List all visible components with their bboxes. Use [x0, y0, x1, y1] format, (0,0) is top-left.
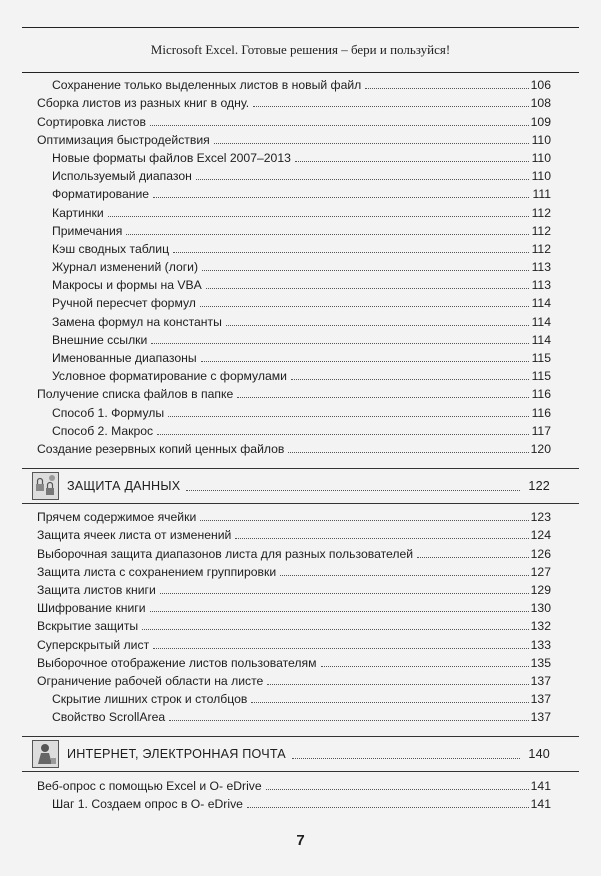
leader-dots	[108, 216, 545, 217]
leader-dots	[201, 361, 545, 362]
toc-entry-title: Внешние ссылки	[52, 332, 148, 347]
toc-entry	[0, 365, 601, 383]
toc-entry-page: 123	[530, 510, 551, 525]
leader-dots	[168, 416, 545, 417]
toc-entry-page: 117	[531, 423, 551, 438]
toc-entry	[0, 274, 601, 292]
leader-dots	[151, 343, 545, 344]
toc-entry-title: Картинки	[52, 205, 104, 220]
toc-entry	[0, 110, 601, 128]
section-header-internet	[22, 736, 579, 772]
toc-entry-title: Прячем содержимое ячейки	[37, 510, 197, 525]
toc-entry	[0, 383, 601, 401]
toc-entry-page: 110	[531, 132, 551, 147]
toc-entry	[0, 129, 601, 147]
toc-entry	[0, 238, 601, 256]
leader-dots	[267, 684, 545, 685]
locks-icon	[32, 472, 59, 500]
toc-entry	[0, 347, 601, 365]
leader-dots	[160, 593, 545, 594]
toc-entry-title: Способ 2. Макрос	[52, 423, 154, 438]
person-icon	[32, 740, 59, 768]
toc-entry-page: 114	[531, 332, 551, 347]
toc-entry-title: Форматирование	[52, 187, 150, 202]
toc-entry	[0, 420, 601, 438]
running-header-text: Microsoft Excel. Готовые решения – бери и пользуйся!	[150, 42, 451, 57]
toc-entry	[0, 524, 601, 542]
toc-entry-page: 110	[531, 150, 551, 165]
toc-entry-page: 120	[530, 441, 551, 456]
toc-entry-page: 141	[530, 779, 551, 794]
toc-entry-title: Выборочное отображение листов пользователям	[37, 655, 317, 670]
toc-entry-title: Защита листа с сохранением группировки	[37, 564, 277, 579]
leader-dots	[150, 125, 545, 126]
toc-entry-title: Оптимизация быстродействия	[37, 132, 210, 147]
section-title: ЗАЩИТА ДАННЫХ	[67, 479, 181, 493]
toc-entry	[0, 220, 601, 238]
leader-dots	[291, 379, 545, 380]
leader-dots	[247, 807, 545, 808]
leader-dots	[235, 538, 545, 539]
toc-entry-page: 111	[532, 187, 551, 202]
toc-entry	[0, 579, 601, 597]
toc-entry-page: 108	[530, 96, 551, 111]
toc-entry	[0, 310, 601, 328]
toc-entry-page: 116	[531, 387, 551, 402]
toc-entry-title: Ручной пересчет формул	[52, 296, 196, 311]
toc-entry-page: 137	[530, 692, 551, 707]
toc-entry-title: Защита листов книги	[37, 582, 156, 597]
section-header-protect	[22, 468, 579, 504]
toc-entry	[0, 92, 601, 110]
toc-entry-page: 112	[531, 223, 551, 238]
page-number: 7	[296, 832, 305, 849]
toc-entry-page: 106	[530, 78, 551, 93]
toc-entry-title: Шаг 1. Создаем опрос в O- eDrive	[52, 797, 243, 812]
toc-entry	[0, 183, 601, 201]
leader-dots	[169, 720, 545, 721]
toc-entry-page: 112	[531, 205, 551, 220]
toc-entry-title: Используемый диапазон	[52, 169, 192, 184]
toc-entry-page: 115	[531, 351, 551, 365]
leader-dots	[150, 611, 545, 612]
toc-entry-page: 113	[531, 260, 551, 275]
toc-entry-title: Замена формул на константы	[52, 314, 222, 329]
toc-entry-title: Суперскрытый лист	[37, 637, 150, 652]
toc-entry	[0, 706, 601, 724]
leader-dots	[200, 306, 545, 307]
toc-entry-page: 127	[530, 564, 551, 579]
leader-dots	[196, 179, 545, 180]
leader-dots	[157, 434, 545, 435]
toc-entry-title: Условное форматирование с формулами	[52, 369, 287, 384]
toc-list-internet	[0, 775, 601, 811]
toc-entry-page: 133	[530, 637, 551, 652]
toc-entry	[0, 438, 601, 456]
toc-entry-page: 124	[530, 528, 551, 543]
toc-entry	[0, 615, 601, 633]
toc-entry	[0, 256, 601, 274]
toc-entry-title: Сортировка листов	[37, 114, 146, 129]
leader-dots	[202, 270, 545, 271]
toc-entry-title: Именованные диапазоны	[52, 351, 197, 365]
toc-entry-page: 116	[531, 405, 551, 420]
leader-dots	[200, 520, 545, 521]
toc-entry	[0, 542, 601, 560]
toc-entry-title: Шифрование книги	[37, 601, 146, 616]
toc-entry	[0, 292, 601, 310]
toc-entry	[0, 775, 601, 793]
toc-entry-title: Сборка листов из разных книг в одну.	[37, 96, 250, 111]
leader-dots	[292, 758, 520, 759]
leader-dots	[237, 397, 545, 398]
section-page-number: 140	[528, 747, 550, 761]
toc-entry	[0, 652, 601, 670]
leader-dots	[365, 88, 545, 89]
toc-entry-title: Кэш сводных таблиц	[52, 241, 170, 256]
toc-entry	[0, 165, 601, 183]
leader-dots	[251, 702, 545, 703]
section-page-number: 122	[528, 479, 550, 493]
leader-dots	[280, 575, 545, 576]
toc-entry-page: 130	[530, 601, 551, 616]
toc-entry	[0, 688, 601, 706]
leader-dots	[153, 648, 545, 649]
leader-dots	[206, 288, 545, 289]
toc-entry-title: Выборочная защита диапазонов листа для разных пользователей	[37, 546, 414, 561]
toc-entry-title: Способ 1. Формулы	[52, 405, 165, 420]
toc-entry-title: Макросы и формы на VBA	[52, 278, 202, 293]
toc-entry	[0, 506, 601, 524]
toc-entry-title: Создание резервных копий ценных файлов	[37, 441, 285, 456]
section-title: ИНТЕРНЕТ, ЭЛЕКТРОННАЯ ПОЧТА	[67, 747, 286, 761]
toc-entry-page: 132	[530, 619, 551, 634]
toc-entry-title: Веб-опрос с помощью Excel и O- eDrive	[37, 779, 262, 794]
leader-dots	[173, 252, 545, 253]
toc-entry	[0, 597, 601, 615]
toc-entry	[0, 401, 601, 419]
toc-entry-page: 126	[530, 546, 551, 561]
running-header	[22, 27, 579, 73]
leader-dots	[253, 106, 545, 107]
leader-dots	[142, 629, 545, 630]
leader-dots	[266, 789, 545, 790]
toc-entry-title: Сохранение только выделенных листов в новый файл	[52, 78, 362, 93]
toc-entry-title: Скрытие лишних строк и столбцов	[52, 692, 248, 707]
toc-entry-page: 114	[531, 314, 551, 329]
toc-entry	[0, 329, 601, 347]
leader-dots	[321, 666, 545, 667]
toc-entry-title: Примечания	[52, 223, 123, 238]
toc-entry-page: 113	[531, 278, 551, 293]
toc-entry-title: Новые форматы файлов Excel 2007–2013	[52, 150, 291, 165]
toc-entry	[0, 147, 601, 165]
toc-entry-title: Ограничение рабочей области на листе	[37, 673, 264, 688]
leader-dots	[153, 197, 545, 198]
toc-entry-page: 141	[530, 797, 551, 812]
toc-entry-page: 137	[530, 673, 551, 688]
leader-dots	[186, 490, 520, 491]
leader-dots	[126, 234, 545, 235]
toc-entry-title: Получение списка файлов в папке	[37, 387, 234, 402]
toc-entry-page: 114	[531, 296, 551, 311]
toc-list-protect	[0, 506, 601, 724]
leader-dots	[226, 325, 545, 326]
toc-entry	[0, 670, 601, 688]
toc-list-top	[0, 74, 601, 456]
toc-entry-page: 112	[531, 241, 551, 256]
leader-dots	[288, 452, 545, 453]
toc-entry-title: Журнал изменений (логи)	[52, 260, 199, 275]
toc-entry-page: 110	[531, 169, 551, 184]
leader-dots	[417, 557, 545, 558]
leader-dots	[295, 161, 545, 162]
toc-entry-page: 135	[530, 655, 551, 670]
toc-entry	[0, 561, 601, 579]
toc-entry-title: Вскрытие защиты	[37, 619, 139, 634]
toc-entry-page: 115	[531, 369, 551, 384]
toc-entry	[0, 793, 601, 811]
toc-entry	[0, 74, 601, 92]
toc-entry-page: 137	[530, 710, 551, 725]
leader-dots	[214, 143, 545, 144]
toc-entry	[0, 201, 601, 219]
toc-entry	[0, 633, 601, 651]
toc-entry-page: 109	[530, 114, 551, 129]
toc-entry-title: Защита ячеек листа от изменений	[37, 528, 232, 543]
toc-entry-page: 129	[530, 582, 551, 597]
toc-entry-title: Свойство ScrollArea	[52, 710, 166, 725]
